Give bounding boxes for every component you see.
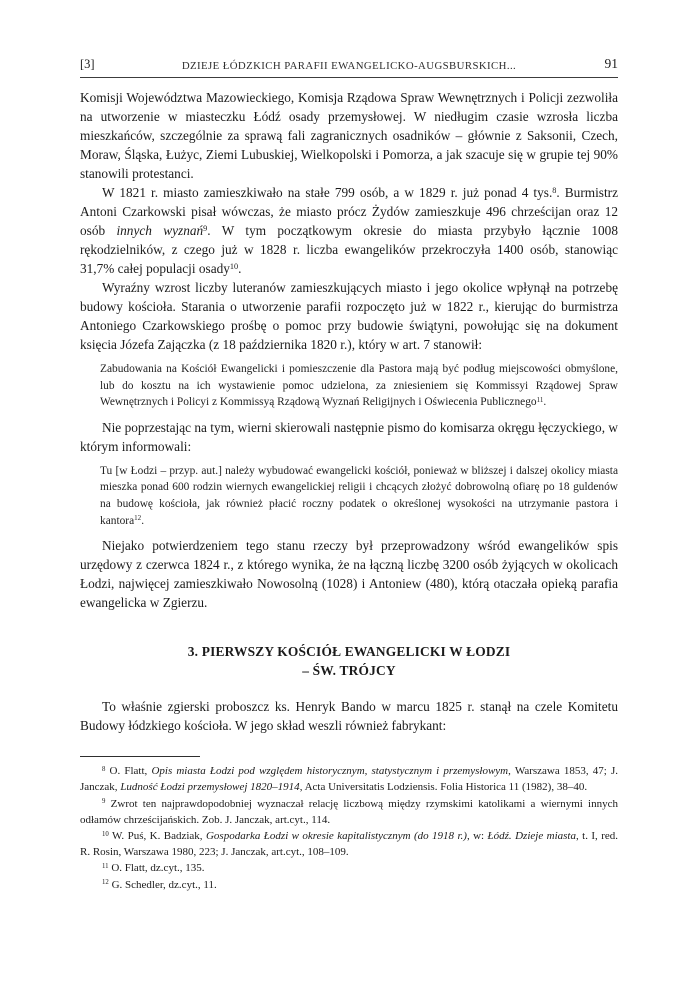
footnote-12: $^{12}$ G. Schedler, dz.cyt., 11. [102,878,217,891]
running-title: DZIEJE ŁÓDZKICH PARAFII EWANGELICKO-AUGSBURSKICH... [181,60,517,72]
footnote-9: $^9$ Zwrot ten najprawdopodobniej wyznaczał relację liczbową między rzymskimi katolikami a wiernymi innych odłamów chrześcijańskich. Zob. J. Janczak, art.cyt., 114. [80,797,618,826]
paragraph-w-1821: W 1821 r. miasto zamieszkiwało na stałe 799 osób, a w 1829 r. już ponad 4 tys.$^8$. Burmistrz Antoni Czarkowski pisał wówczas, że miasto prócz Żydów zamieszkuje 496 chrześcijan oraz 12 osób innych wyznań$^9$. W tym początkowym okresie do miasta przybyło łącznie 1008 rękodzielników, z czego już w 1828 r. liczba ewangelików przekroczyła 1400 osób, stanowiąc 31,7% całej populacji osady$^{10}$. [80,185,618,276]
paragraph-niejako-potwierdzeniem: Niejako potwierdzeniem tego stanu rzeczy był przeprowadzony wśród ewangelików spis urzędowy z czerwca 1824 r., z którego wynika, że na łączną liczbę 3200 osób żyjących w okolicach Łodzi, najwięcej zamieszkiwało Nowosolną (1028) i Antoniew (480), którą otaczała opieką parafia ewangelicka w Zgierzu. [80,538,618,611]
footnote-separator [80,756,200,757]
page-number: 91 [604,56,618,71]
section-heading-line1: 3. PIERWSZY KOŚCIÓŁ EWANGELICKI W ŁODZI [187,644,511,660]
footnotes-section [80,756,618,893]
article-body [80,88,618,735]
footnote-10: $^{10}$ W. Puś, K. Badziak, Gospodarka Łodzi w okresie kapitalistycznym (do 1918 r.), w: Łódź. Dzieje miasta, t. I, red. R. Rosin, Warszawa 1980, 223; J. Janczak, art.cyt., 108–109. [80,829,618,859]
page-header [80,56,618,78]
footnote-11: $^{11}$ O. Flatt, dz.cyt., 135. [102,862,205,875]
page-marker: [3] [80,57,95,71]
section-heading [80,642,618,680]
paragraph-komisji-wojewodztwa: Komisji Województwa Mazowieckiego, Komisja Rządowa Spraw Wewnętrznych i Policji zezwoliła na utworzenie w miasteczku Łódź osady przemysłowej. W niedługim czasie wzrosła liczba mieszkańców, szczególnie za sprawą fali zagranicznych osadników – głównie z Saksonii, Czech, Moraw, Śląska, Łużyc, Ziemi Lubuskiej, Wielkopolski i Pomorza, a jak szacuje się w grupie tej 90% stanowili protestanci. [80,90,618,181]
paragraph-wyrazny-wzrost: Wyraźny wzrost liczby luteranów zamieszkujących miasto i jego okolice wpłynął na potrzebę budowy kościoła. Starania o utworzenie parafii rozpoczęto już w 1822 r., kierując do burmistrza Antoniego Czarkowskiego prośbę o pomoc przy budowie świątyni, powołując się na dokument księcia Józefa Zajączka (z 18 października 1820 r.), który w art. 7 stanowił: [80,280,618,352]
block-quote-tu-w-lodzi: Tu [w Łodzi – przyp. aut.] należy wybudować ewangelicki kościół, ponieważ w bliższej i dalszej okolicy miasta mieszka ponad 600 rodzin wiernych ewangelickiej religii i chcących złożyć dobrowolną ofiarę po 18 guldenów na budowę kościoła, jak również płacić roczny podatek o określonej wysokości na utrzymanie pastora i kantora$^{12}$. [100,464,618,527]
block-quote-zabudowania: Zabudowania na Kościół Ewangelicki i pomieszczenie dla Pastora mają być podług miejscowości obmyślone, lub do kosztu na ich wystawienie pomoc udzielona, za zniesieniem się Kommissyi Rządowej Spraw Wewnętrznych i Policyi z Kommissyą Rządową Wyznań Religijnych i Oświecenia Publicznego$^{11}$. [100,363,618,409]
paragraph-nie-poprzestajac: Nie poprzestając na tym, wierni skierowali następnie pismo do komisarza okręgu łęczyckiego, w którym informowali: [80,419,618,454]
paragraph-to-wlasnie: To właśnie zgierski proboszcz ks. Henryk Bando w marcu 1825 r. stanął na czele Komitetu Budowy łódzkiego kościoła. W jego skład weszli również fabrykant: [80,699,618,734]
section-heading-line2: – ŚW. TRÓJCY [302,663,396,679]
footnote-8: $^8$ O. Flatt, Opis miasta Łodzi pod względem historycznym, statystycznym i przemysłowym, Warszawa 1853, 47; J. Janczak, Ludność Łodzi przemysłowej 1820–1914, Acta Universitatis Lodziensis. Folia Historica 11 (1982), 38–40. [80,765,618,794]
